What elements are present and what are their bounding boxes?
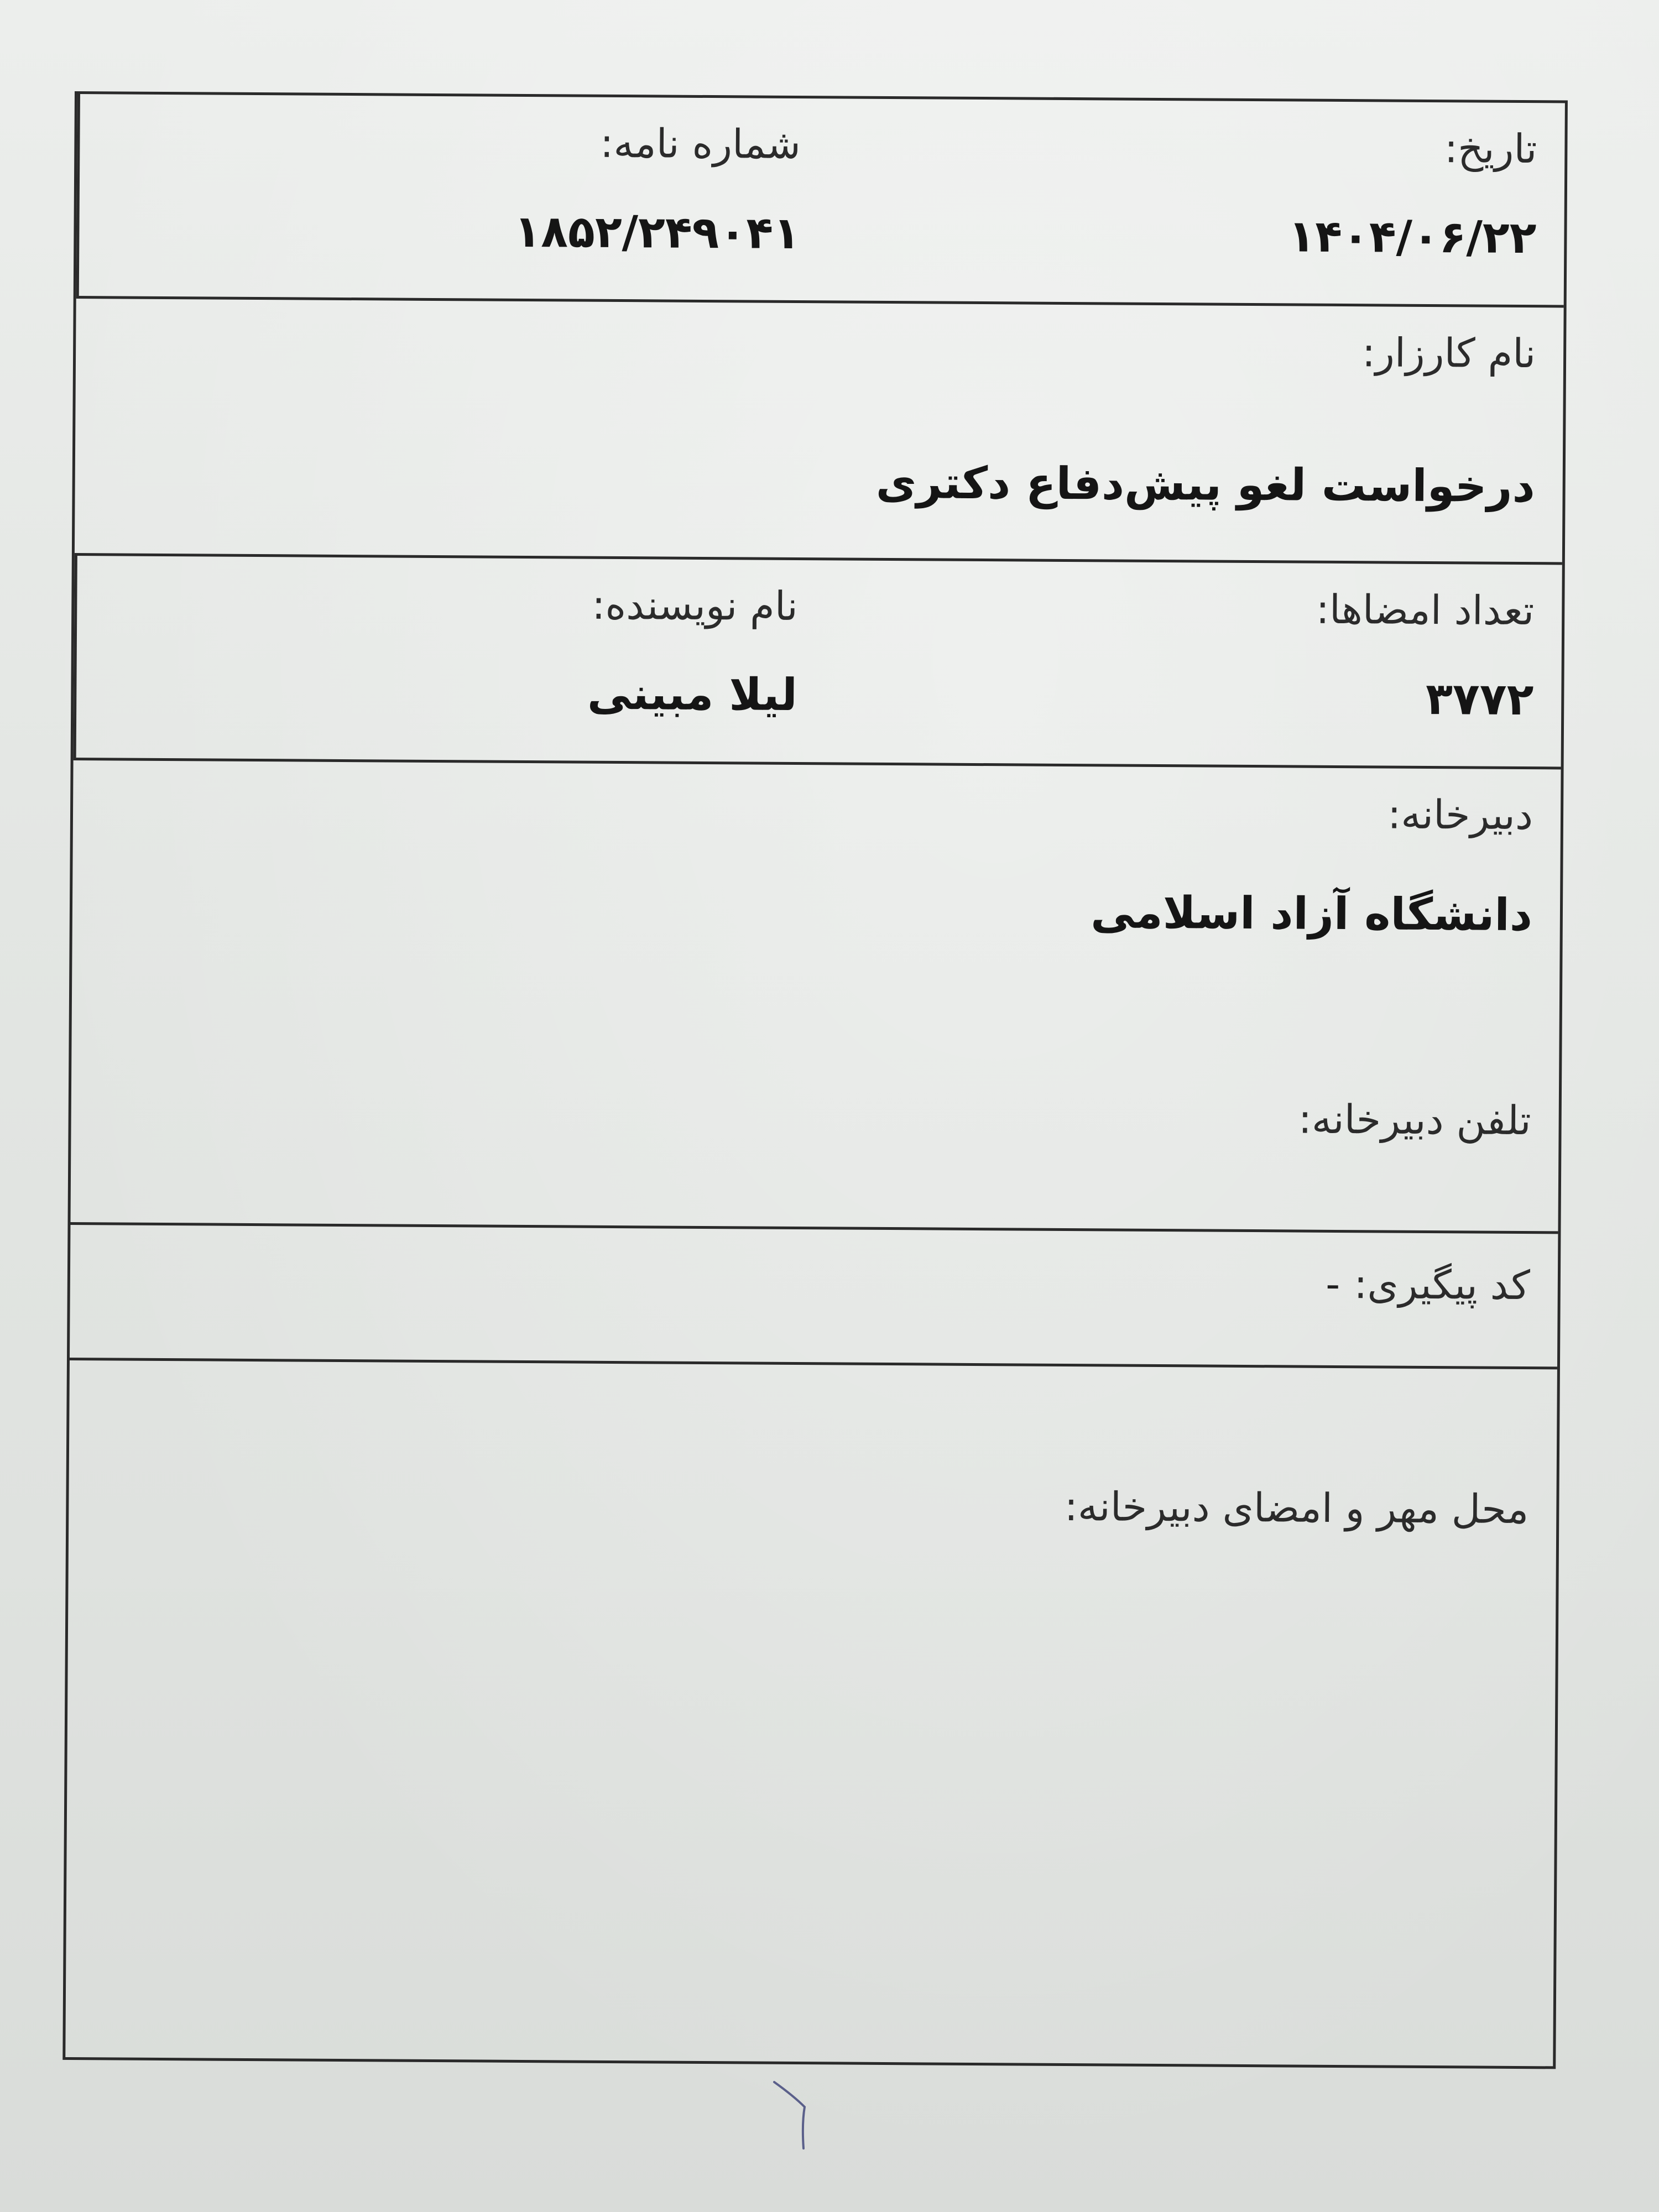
row-number-date <box>76 94 1565 307</box>
stamp-cell <box>65 1360 1557 2066</box>
letter-number-label: شماره نامه: <box>599 119 801 168</box>
tracking-label: کد پیگیری: <box>1354 1261 1531 1309</box>
work-name-value: درخواست لغو پیش‌دفاع دکتری <box>875 457 1535 513</box>
author-label: نام نویسنده: <box>592 581 799 630</box>
row-secretariat <box>70 760 1561 1234</box>
tracking-cell <box>70 1225 1558 1366</box>
work-name-label: نام کارزار: <box>1361 329 1536 377</box>
secretariat-cell <box>71 760 1561 1231</box>
signatures-label: تعداد امضاها: <box>1316 586 1535 634</box>
date-value: ۱۴۰۴/۰۶/۲۲ <box>1288 210 1537 264</box>
letter-form <box>62 91 1568 2069</box>
row-tracking <box>70 1225 1558 1369</box>
date-cell <box>827 98 1565 305</box>
letter-number-value: ۱۸۵۲/۲۴۹۰۴۱ <box>514 206 801 259</box>
signatures-cell <box>825 560 1562 766</box>
row-work-name <box>75 299 1564 565</box>
tracking-value: - <box>1325 1260 1340 1308</box>
author-cell <box>74 556 826 762</box>
work-name-cell <box>75 299 1564 562</box>
letter-number-cell <box>76 94 829 300</box>
stamp-label: محل مهر و امضای دبیرخانه: <box>1064 1483 1529 1533</box>
secretariat-label: دبیرخانه: <box>1387 791 1533 839</box>
pen-stroke-mark <box>771 2079 821 2151</box>
secretariat-value: دانشگاه آزاد اسلامی <box>1091 886 1533 941</box>
secretariat-phone-label: تلفن دبیرخانه: <box>1298 1095 1531 1144</box>
row-stamp <box>65 1360 1557 2066</box>
signatures-value: ۳۷۷۲ <box>1425 673 1534 726</box>
date-label: تاریخ: <box>1444 125 1537 173</box>
author-value: لیلا مبینی <box>587 668 798 721</box>
row-author-signatures <box>74 556 1562 769</box>
